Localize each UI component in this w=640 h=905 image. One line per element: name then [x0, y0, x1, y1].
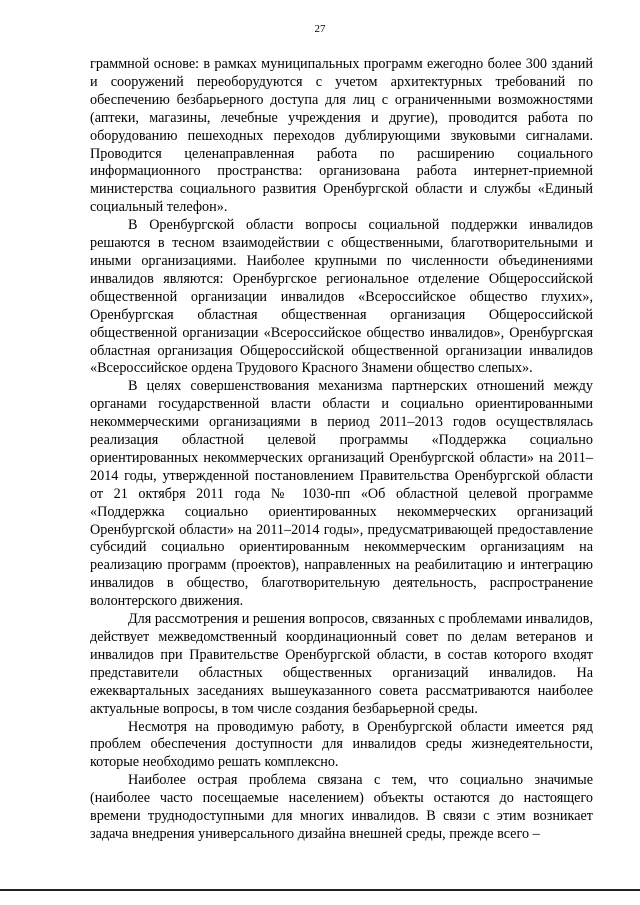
paragraph-accessibility-problems: Несмотря на проводимую работу, в Оренбургской области имеется ряд проблем обеспечения доступности для инвалидов среды жизнедеятельности, которые необходимо решать комплексно. — [90, 718, 593, 771]
paragraph-continuation: граммной основе: в рамках муниципальных программ ежегодно более 300 зданий и сооружений переоборудуются с учетом архитектурных требований по обеспечению безбарьерного доступа для лиц с ограниченными возможностями (аптеки, магазины, лечебные учреждения и другие), проводится работа по оборудованию пешеходных переходов дублирующими звуковыми сигналами. Проводится целенаправленная работа по расширению социального информационного пространства: организована работа интернет-приемной министерства социального развития Оренбургской области и службы «Единый социальный телефон». — [90, 56, 593, 216]
page-number: 27 — [314, 23, 326, 35]
paragraph-coordination-council: Для рассмотрения и решения вопросов, связанных с проблемами инвалидов, действует межведомственный координационный совет по делам ветеранов и инвалидов при Правительстве Оренбургской области, в состав которого входят представители областных общественных организаций инвалидов. На ежеквартальных заседаниях вышеуказанного совета рассматриваются наиболее актуальные вопросы, в том числе создания безбарьерной среды. — [90, 611, 593, 717]
page-bottom-rule — [0, 889, 640, 891]
paragraph-public-organizations: В Оренбургской области вопросы социальной поддержки инвалидов решаются в тесном взаимодействии с общественными, благотворительными и иными организациями. Наиболее крупными по численности объединениями инвалидов являются: Оренбургское региональное отделение Общероссийской общественной организации инвалидов «Всероссийское общество глухих», Оренбургская областная общественная организация Общероссийской общественной организации «Всероссийское общество инвалидов», Оренбургская областная организация Общероссийской общественной организации инвалидов «Всероссийское ордена Трудового Красного Знамени общество слепых». — [90, 217, 593, 377]
paragraph-acute-problem: Наиболее острая проблема связана с тем, что социально значимые (наиболее часто посещаемые населением) объекты остаются до настоящего времени труднодоступными для многих инвалидов. В связи с этим возникает задача внедрения универсального дизайна внешней среды, прежде всего – — [90, 772, 593, 842]
paragraph-target-program: В целях совершенствования механизма партнерских отношений между органами государственной власти области и социально ориентированными некоммерческими организациями в период 2011–2013 годов осуществлялась реализация областной целевой программы «Поддержка социально ориентированных некоммерческих организаций Оренбургской области» на 2011–2014 годы, утвержденной постановлением Правительства Оренбургской области от 21 октября 2011 года № 1030-пп «Об областной целевой программе «Поддержка социально ориентированных некоммерческих организаций Оренбургской области» на 2011–2014 годы», предусматривающей предоставление субсидий социально ориентированным некоммерческим организациям на реализацию программ (проектов), направленных на реабилитацию и интеграцию инвалидов в общество, благотворительную деятельность, распространение волонтерского движения. — [90, 378, 593, 610]
document-body — [90, 56, 593, 844]
